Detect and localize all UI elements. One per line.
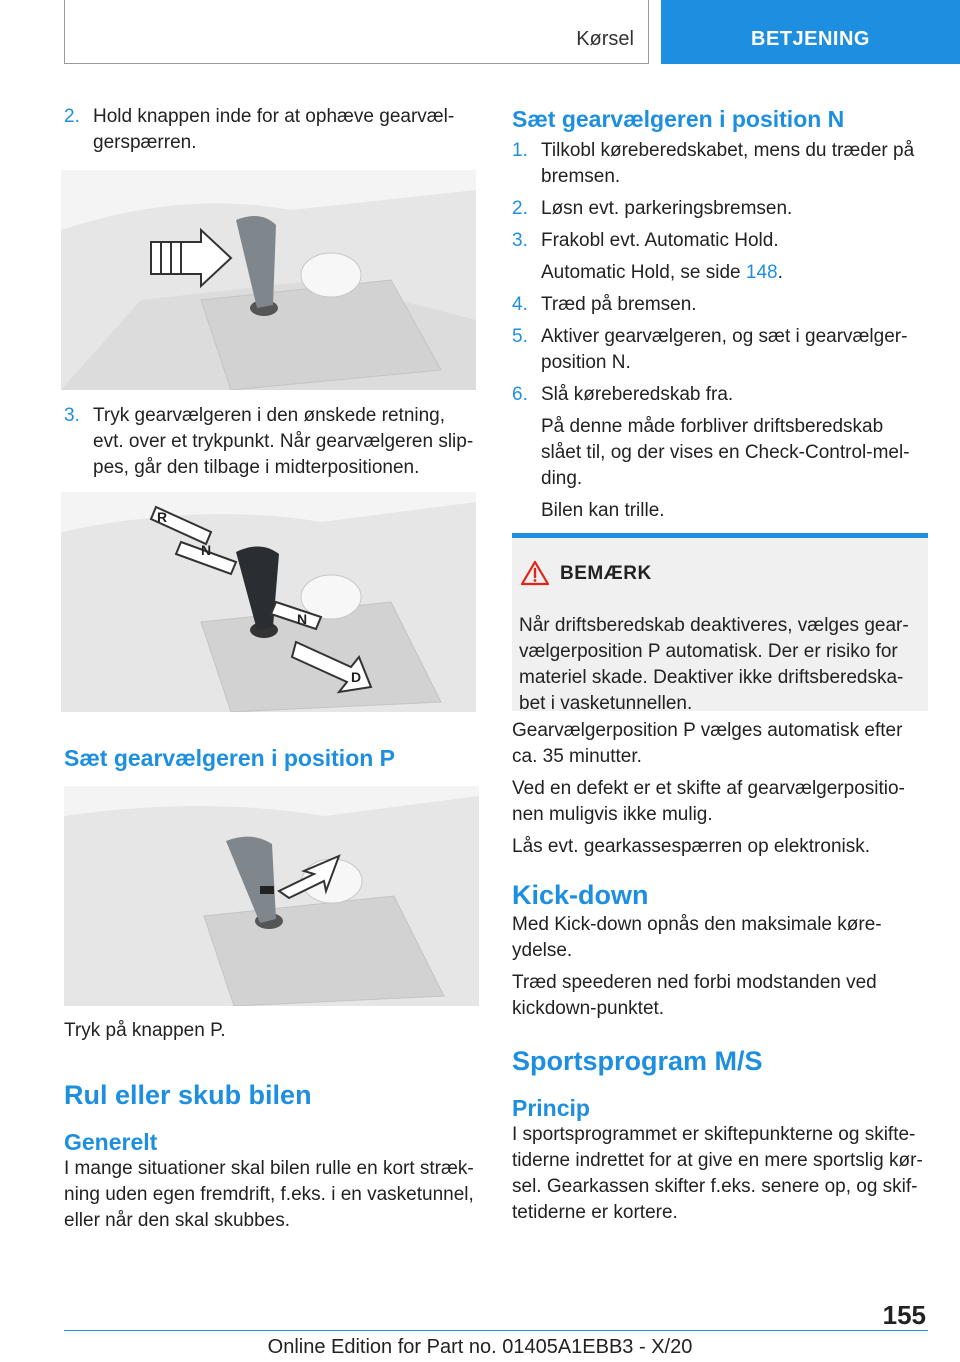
heading-position-n: Sæt gearvælgeren i position N bbox=[512, 106, 845, 132]
left-roll-section bbox=[64, 1078, 480, 1234]
step-text: Slå køreberedskab fra. bbox=[541, 384, 734, 405]
list-item bbox=[512, 138, 928, 190]
figure-park-button bbox=[64, 786, 479, 1006]
instruction-press-p: Tryk på knappen P. bbox=[64, 1020, 226, 1041]
step-3-note bbox=[512, 260, 928, 286]
notice-text: Når driftsberedskab deaktiveres, vælges gear-vælgerposition P automatisk. Der er risiko for materiel skade. Deaktiver ikke driftsberedska-bet i vasketunnellen. bbox=[519, 615, 909, 714]
heading-position-p: Sæt gearvælgeren i position P bbox=[64, 745, 396, 771]
step-text: Hold knappen inde for at ophæve gearvæl-gerspærren. bbox=[93, 106, 455, 153]
figure-gear-selector-directions bbox=[61, 492, 476, 712]
list-item bbox=[512, 292, 928, 318]
step-number: 1. bbox=[512, 140, 528, 161]
list-item bbox=[512, 228, 928, 254]
step-text: Tryk gearvælgeren i den ønskede retning, evt. over et trykpunkt. Når gearvælgeren slip-pes, går den tilbage i midterpositionen. bbox=[93, 405, 474, 478]
heading-principle: Princip bbox=[512, 1095, 590, 1121]
park-button-illustration bbox=[64, 786, 479, 1006]
general-text: I mange situationer skal bilen rulle en kort stræk-ning uden egen fremdrift, f.eks. i en vasketunnel, eller når den skal skubbes. bbox=[64, 1158, 474, 1231]
step-number: 4. bbox=[512, 294, 528, 315]
gear-directions-illustration bbox=[61, 492, 476, 712]
kick-down-text-2: Træd speederen ned forbi modstanden ved kickdown-punktet. bbox=[512, 972, 877, 1019]
step-text: Tilkobl køreberedskabet, mens du træder på bremsen. bbox=[541, 140, 915, 187]
header-section-title: Kørsel bbox=[576, 28, 634, 50]
footer-divider bbox=[64, 1330, 928, 1331]
step-number: 6. bbox=[512, 384, 528, 405]
heading-kick-down: Kick-down bbox=[512, 880, 649, 910]
step-6-note-1: På denne måde forbliver driftsberedskab slået til, og der vises en Check-Control-mel-ding. bbox=[541, 416, 910, 489]
gear-label-n-upper: N bbox=[201, 542, 212, 558]
step-text: Løsn evt. parkeringsbremsen. bbox=[541, 198, 793, 219]
left-heading-p-block bbox=[64, 743, 480, 773]
paragraph-unlock: Lås evt. gearkassespærren op elektronisk. bbox=[512, 836, 871, 857]
gear-selector-illustration bbox=[61, 170, 476, 390]
gear-label-n-lower: N bbox=[297, 611, 308, 627]
kick-down-text-1: Med Kick-down opnås den maksimale køre-ydelse. bbox=[512, 914, 882, 961]
step-text: Aktiver gearvælgeren, og sæt i gearvælger-position N. bbox=[541, 326, 908, 373]
step-3-note-text: Automatic Hold, se side bbox=[541, 262, 746, 283]
heading-general: Generelt bbox=[64, 1129, 158, 1155]
heading-roll-push-car: Rul eller skub bilen bbox=[64, 1080, 312, 1110]
header-chapter-tab bbox=[661, 0, 960, 64]
step-number: 3. bbox=[512, 230, 528, 251]
list-item bbox=[512, 196, 928, 222]
step-text: Træd på bremsen. bbox=[541, 294, 697, 315]
step-6-note-2: Bilen kan trille. bbox=[541, 500, 665, 521]
right-neutral-section bbox=[512, 104, 928, 524]
notice-box bbox=[512, 533, 928, 714]
right-body-section bbox=[512, 718, 928, 1226]
gear-label-r: R bbox=[157, 509, 168, 525]
step-number: 3. bbox=[64, 405, 80, 426]
principle-text: I sportsprogrammet er skiftepunkterne og skifte-tiderne indrettet for at give en mere sportslig kør-sel. Gearkassen skifter f.eks. senere op, og skif-tetiderne er kortere. bbox=[512, 1124, 923, 1223]
left-step-3 bbox=[64, 403, 480, 481]
list-item bbox=[512, 382, 928, 408]
left-press-p-block bbox=[64, 1018, 480, 1044]
page-link-148[interactable]: 148 bbox=[745, 262, 778, 283]
step-number: 5. bbox=[512, 326, 528, 347]
paragraph-auto-p: Gearvælgerposition P vælges automatisk efter ca. 35 minutter. bbox=[512, 720, 903, 767]
step-number: 2. bbox=[64, 106, 80, 127]
header-chapter-title: BETJENING bbox=[751, 28, 870, 50]
step-text: Frakobl evt. Automatic Hold. bbox=[541, 230, 779, 251]
list-item bbox=[512, 324, 928, 376]
warning-triangle-icon bbox=[520, 560, 550, 586]
step-number: 2. bbox=[512, 198, 528, 219]
paragraph-defect: Ved en defekt er et skifte af gearvælgerpositio-nen muligvis ikke mulig. bbox=[512, 778, 905, 825]
footer-edition: Online Edition for Part no. 01405A1EBB3 - X/20 bbox=[267, 1336, 693, 1358]
step-3-note-suffix: . bbox=[777, 262, 783, 283]
header-section-tab bbox=[64, 0, 649, 64]
page-number: 155 bbox=[882, 1300, 926, 1330]
figure-gear-selector-unlock bbox=[61, 170, 476, 390]
heading-sport-program: Sportsprogram M/S bbox=[512, 1046, 763, 1076]
notice-title: BEMÆRK bbox=[560, 563, 652, 584]
gear-label-d: D bbox=[351, 669, 362, 685]
left-step-2 bbox=[64, 104, 480, 156]
